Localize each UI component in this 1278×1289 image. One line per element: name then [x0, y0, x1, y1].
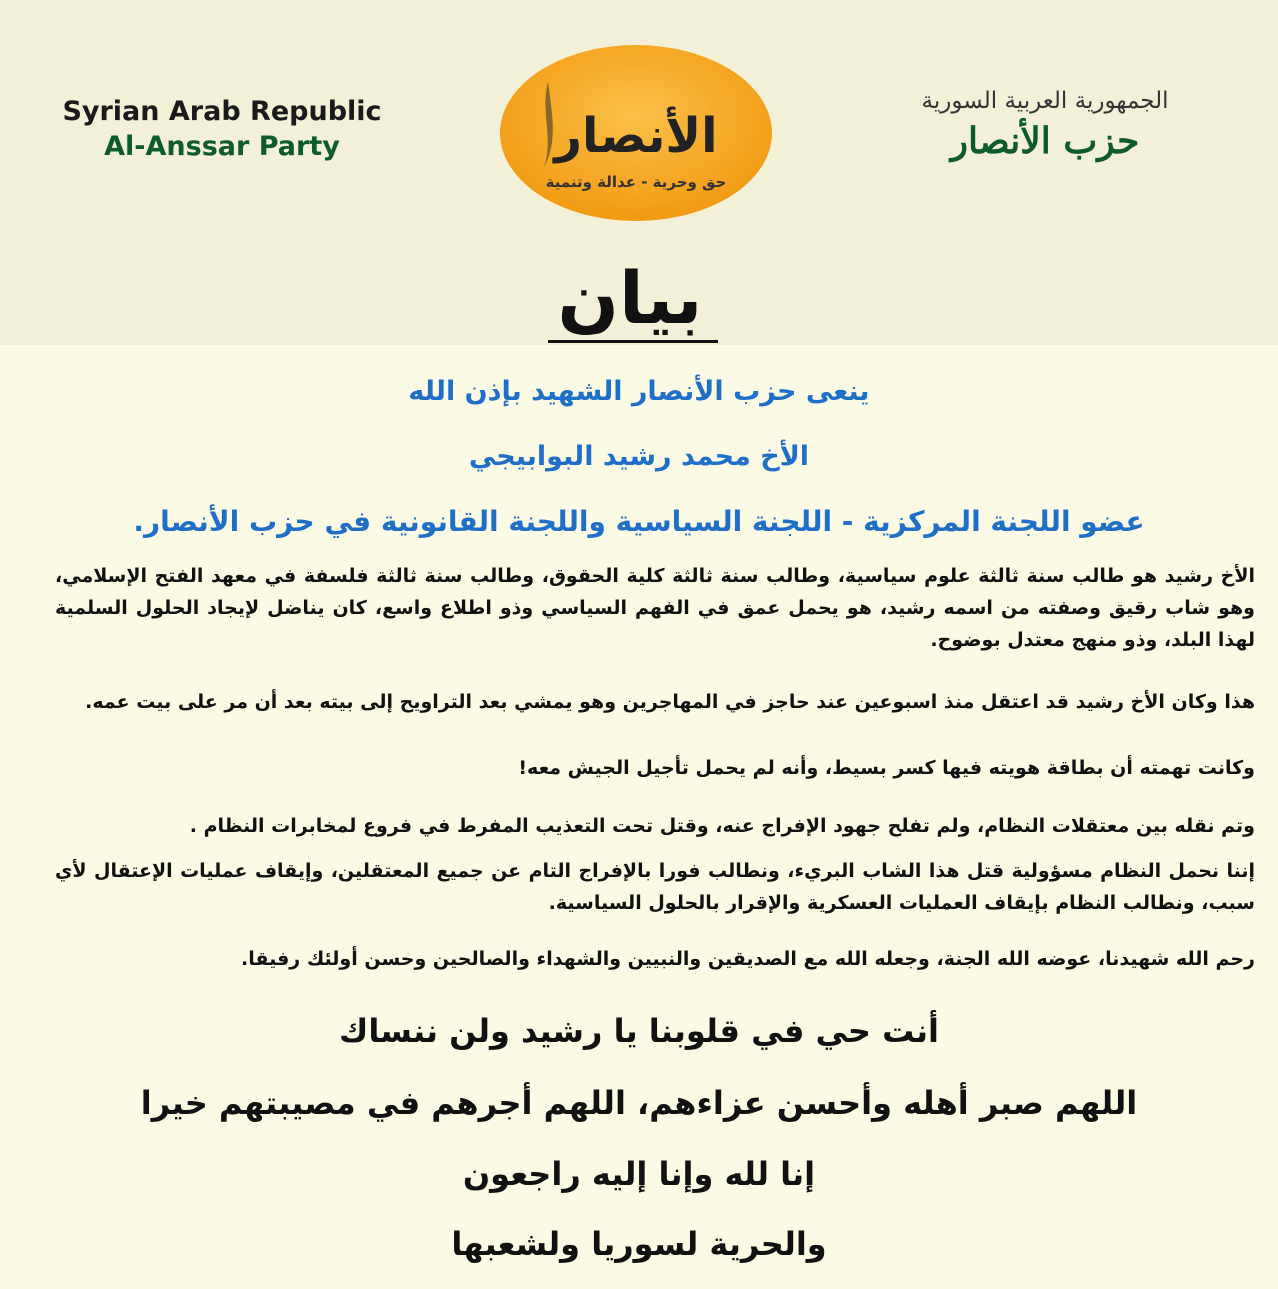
title-underline: [548, 340, 718, 343]
closing-line-2: اللهم صبر أهله وأحسن عزاءهم، اللهم أجرهم في مصيبتهم خيرا: [140, 1084, 1138, 1122]
english-party-title: Al-Anssar Party: [104, 131, 340, 162]
obituary-headline: ينعى حزب الأنصار الشهيد بإذن الله: [408, 376, 870, 407]
logo-name-text: الأنصار: [554, 108, 718, 164]
english-party-name: [42, 96, 402, 162]
paragraph-bio: الأخ رشيد هو طالب سنة ثالثة علوم سياسية، وطالب سنة ثالثة كلية الحقوق، وطالب سنة ثالثة فلسفة في معهد الفتح الإسلامي، وهو شاب رقيق وصفته من اسمه رشيد، هو يحمل عمق في الفهم السياسي وذو اطلاع واسع، كان يناضل لإيجاد الحلول السلمية لهذا البلد، وذو منهج معتدل بوضوح.: [55, 565, 1255, 651]
arabic-party-title: حزب الأنصار: [950, 120, 1140, 162]
logo-slogan-text: حق وحرية - عدالة وتنمية: [545, 173, 727, 191]
closing-line-1: أنت حي في قلوبنا يا رشيد ولن ننساك: [339, 1012, 939, 1050]
english-country-name: Syrian Arab Republic: [62, 96, 382, 127]
paragraph-arrest: هذا وكان الأخ رشيد قد اعتقل منذ اسبوعين عند حاجز في المهاجرين وهو يمشي بعد التراويح إلى بيته بعد أن مر على بيت عمه.: [85, 691, 1255, 713]
arabic-party-name: [880, 88, 1210, 162]
paragraph-prayer: رحم الله شهيدنا، عوضه الله الجنة، وجعله الله مع الصديقين والنبيين والشهداء والصالحين وحسن أولئك رفيقا.: [241, 948, 1255, 970]
paragraph-death: وتم نقله بين معتقلات النظام، ولم تفلح جهود الإفراج عنه، وقتل تحت التعذيب المفرط في فروع لمخابرات النظام .: [189, 815, 1255, 837]
party-logo: [496, 42, 776, 224]
martyr-position: عضو اللجنة المركزية - اللجنة السياسية واللجنة القانونية في حزب الأنصار.: [133, 505, 1145, 538]
statement-title: بيان: [557, 256, 703, 340]
closing-line-4: والحرية لسوريا ولشعبها: [451, 1225, 827, 1263]
arabic-country-name: الجمهورية العربية السورية: [921, 88, 1169, 114]
paragraph-demands: إننا نحمل النظام مسؤولية قتل هذا الشاب البريء، ونطالب فورا بالإفراج التام عن جميع المعتقلين، وإيقاف عمليات الإعتقال لأي سبب، ونطالب النظام بإيقاف العمليات العسكرية والإقرار بالحلول السياسية.: [55, 860, 1255, 914]
paragraph-charge: وكانت تهمته أن بطاقة هويته فيها كسر بسيط، وأنه لم يحمل تأجيل الجيش معه!: [518, 757, 1255, 779]
closing-line-3: إنا لله وإنا إليه راجعون: [462, 1155, 816, 1193]
martyr-name: الأخ محمد رشيد البوابيجي: [468, 441, 810, 472]
